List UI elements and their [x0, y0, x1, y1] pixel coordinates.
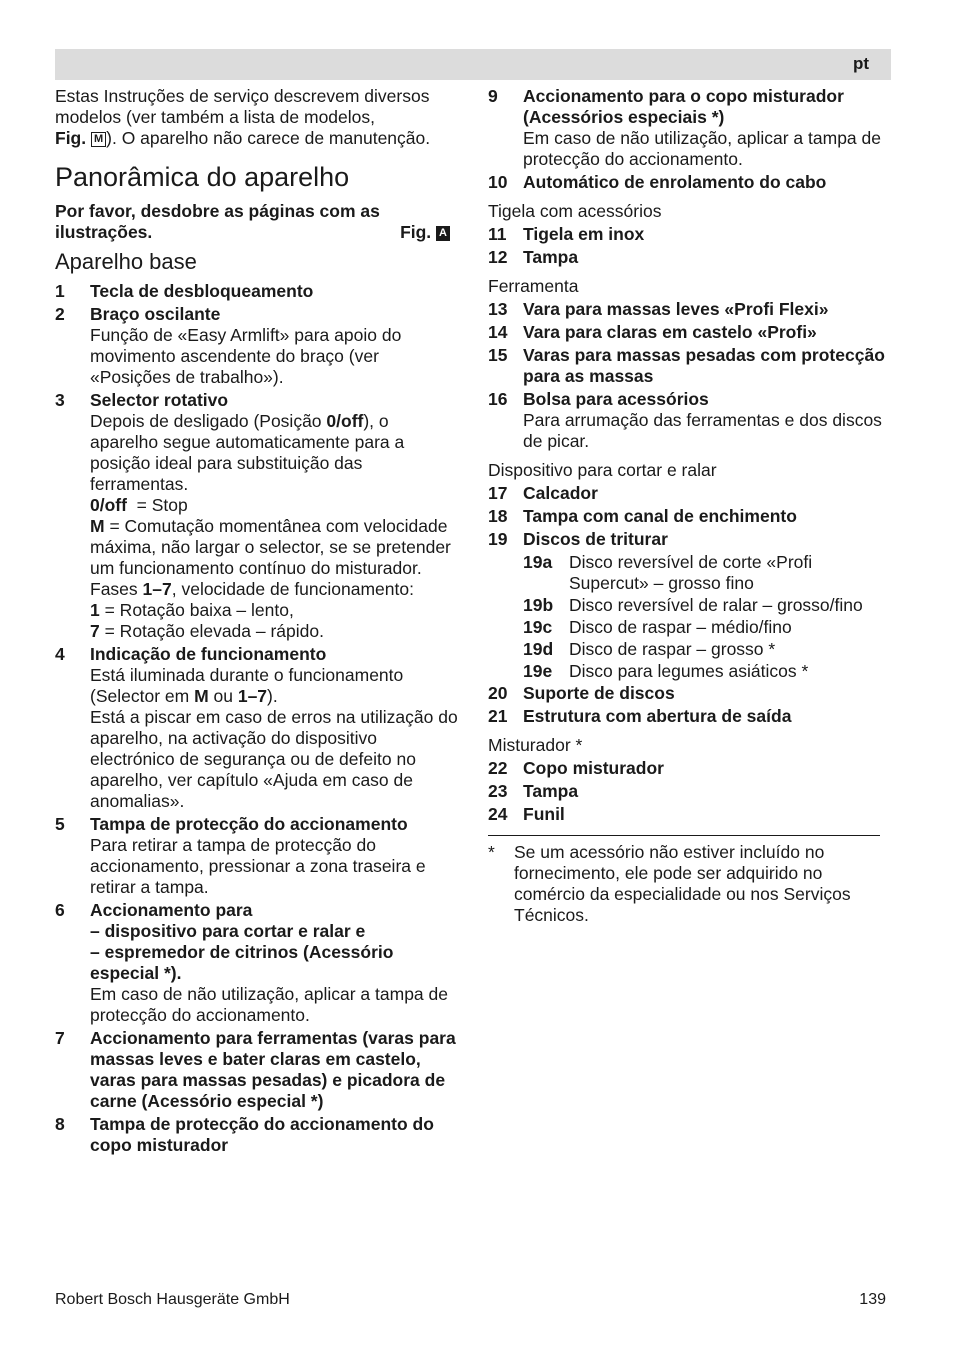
item-description: Em caso de não utilização, aplicar a tampa de protecção do accionamento. [523, 128, 881, 169]
item-label: Tampa [523, 781, 579, 801]
item-description [90, 665, 460, 812]
item-number: 13 [488, 299, 508, 319]
item-number: 10 [488, 172, 508, 192]
list-item [55, 281, 460, 302]
desc-text: = Comutação momentânea com velocidade máxima, não largar o selector, se se pretender um funcionamento contínuo do misturador. [90, 516, 451, 578]
item-label-line: – dispositivo para cortar e ralar e [90, 921, 366, 941]
desc-key: 7 [90, 621, 100, 641]
list-item [488, 483, 888, 504]
sub-list-item [523, 661, 888, 682]
list-item [488, 758, 888, 779]
footnote-divider [488, 835, 880, 836]
sub-list-item [523, 595, 888, 616]
group-heading: Misturador * [488, 735, 583, 755]
item-label: Braço oscilante [90, 304, 221, 324]
right-column [488, 86, 888, 926]
list-item [55, 1028, 460, 1112]
desc-key: 1 [90, 600, 100, 620]
item-label: Funil [523, 804, 565, 824]
item-number: 22 [488, 758, 508, 778]
list-item [488, 86, 888, 170]
unfold-fig-ref [400, 222, 450, 243]
desc-text: ), o aparelho segue automaticamente para a posição ideal para substituição das ferramentas. [90, 411, 405, 494]
item-description [90, 411, 460, 642]
intro-fig-ref: Fig. [55, 128, 87, 148]
list-item [488, 529, 888, 550]
desc-key: 1–7 [237, 686, 268, 706]
list-item [55, 644, 460, 812]
list-item [55, 304, 460, 388]
left-column [55, 86, 460, 1158]
list-item [488, 172, 888, 193]
item-label: Accionamento para ferramentas (varas para massas leves e bater claras em castelo, varas para massas pesadas) e picadora de carne (Acessório especial *) [90, 1028, 456, 1111]
item-label: Accionamento para [90, 900, 253, 920]
intro-text: Estas Instruções de serviço descrevem diversos modelos (ver também a lista de modelos, [55, 86, 430, 127]
item-number: 7 [55, 1028, 65, 1048]
item-label: Selector rotativo [90, 390, 229, 410]
list-item [488, 224, 888, 245]
item-label: Tampa com canal de enchimento [523, 506, 797, 526]
item-label: Estrutura com abertura de saída [523, 706, 792, 726]
list-item [488, 804, 888, 825]
list-item [488, 781, 888, 802]
desc-text: Está a piscar em caso de erros na utilização do aparelho, na activação do dispositivo electrónico de segurança ou de defeito no aparelho, ver capítulo «Ajuda em caso de anomalias». [90, 707, 458, 811]
item-number: 18 [488, 506, 508, 526]
item-label: Copo misturador [523, 758, 664, 778]
desc-key: M [90, 516, 105, 536]
item-number: 1 [55, 281, 65, 301]
item-number: 15 [488, 345, 508, 365]
sub-item-number: 19d [523, 639, 554, 659]
unfold-fig-label: Fig. [400, 222, 432, 242]
item-label: Vara para massas leves «Profi Flexi» [523, 299, 829, 319]
sub-item-text: Disco de raspar – grosso * [569, 639, 776, 659]
desc-text: Depois de desligado (Posição [90, 411, 327, 431]
fig-a-badge: A [436, 226, 450, 241]
desc-text: Fases [90, 579, 143, 599]
item-label: Tampa [523, 247, 579, 267]
footnote-marker: * [488, 842, 495, 862]
item-number: 11 [488, 224, 507, 244]
list-item [488, 322, 888, 343]
desc-text: = Stop [126, 495, 188, 515]
item-label: Automático de enrolamento do cabo [523, 172, 827, 192]
page-title: Panorâmica do aparelho [55, 162, 350, 192]
unfold-note [55, 201, 460, 243]
list-item [55, 390, 460, 642]
item-number: 24 [488, 804, 508, 824]
list-item [488, 506, 888, 527]
item-number: 2 [55, 304, 65, 324]
intro-paragraph [55, 86, 460, 149]
sub-item-text: Disco reversível de ralar – grosso/fino [569, 595, 863, 615]
fig-m-badge: M [91, 132, 106, 147]
item-label: Discos de triturar [523, 529, 668, 549]
item-number: 3 [55, 390, 65, 410]
list-item [488, 247, 888, 268]
company-name: Robert Bosch Hausgeräte GmbH [55, 1291, 290, 1308]
item-description: Função de «Easy Armlift» para apoio do movimento ascendente do braço (ver «Posições de trabalho»). [90, 325, 402, 387]
desc-text: = Rotação baixa – lento, [99, 600, 294, 620]
list-item [488, 389, 888, 452]
page-footer [55, 1291, 886, 1309]
item-number: 9 [488, 86, 498, 106]
section-heading: Aparelho base [55, 249, 197, 274]
item-label: Bolsa para acessórios [523, 389, 709, 409]
desc-key: 0/off [90, 495, 127, 515]
list-item [488, 299, 888, 320]
desc-text: ou [208, 686, 238, 706]
item-label: Vara para claras em castelo «Profi» [523, 322, 817, 342]
item-number: 6 [55, 900, 65, 920]
item-description: Em caso de não utilização, aplicar a tampa de protecção do accionamento. [90, 984, 448, 1025]
desc-text: ). [267, 686, 278, 706]
item-number: 17 [488, 483, 508, 503]
item-label: Varas para massas pesadas com protecção para as massas [523, 345, 885, 386]
item-number: 21 [488, 706, 508, 726]
desc-text: Está iluminada durante o funcionamento (Selector em [90, 665, 404, 706]
item-label: Calcador [523, 483, 598, 503]
page-number: 139 [859, 1291, 886, 1308]
item-label: Tigela em inox [523, 224, 645, 244]
footnote-text: Se um acessório não estiver incluído no fornecimento, ele pode ser adquirido no comércio da especialidade ou nos Serviços Técnicos. [514, 842, 851, 925]
footnote [488, 842, 888, 926]
sub-list-item [523, 552, 888, 594]
item-number: 4 [55, 644, 65, 664]
item-number: 16 [488, 389, 508, 409]
sub-list-item [523, 639, 888, 660]
group-heading: Dispositivo para cortar e ralar [488, 460, 717, 480]
sub-item-number: 19c [523, 617, 553, 637]
sub-item-number: 19e [523, 661, 553, 681]
item-number: 5 [55, 814, 65, 834]
item-label-line: – espremedor de citrinos (Acessório especial *). [90, 942, 394, 983]
sub-item-text: Disco de raspar – médio/fino [569, 617, 792, 637]
desc-text: = Rotação elevada – rápido. [99, 621, 324, 641]
item-label: Suporte de discos [523, 683, 675, 703]
item-label: Indicação de funcionamento [90, 644, 327, 664]
item-label: Accionamento para o copo misturador (Acessórios especiais *) [523, 86, 844, 127]
item-number: 14 [488, 322, 508, 342]
sub-item-number: 19b [523, 595, 554, 615]
item-number: 19 [488, 529, 508, 549]
unfold-note-text: Por favor, desdobre as páginas com as ilustrações. [55, 201, 380, 242]
item-label: Tampa de protecção do accionamento do copo misturador [90, 1114, 434, 1155]
item-number: 23 [488, 781, 508, 801]
list-item [55, 1114, 460, 1156]
list-item [488, 345, 888, 387]
language-label: pt [852, 54, 869, 73]
item-label: Tampa de protecção do accionamento [90, 814, 408, 834]
sub-item-text: Disco reversível de corte «Profi Supercut» – grosso fino [569, 552, 813, 593]
group-heading: Ferramenta [488, 276, 579, 296]
sub-item-text: Disco para legumes asiáticos * [569, 661, 809, 681]
item-number: 8 [55, 1114, 65, 1134]
item-description: Para arrumação das ferramentas e dos discos de picar. [523, 410, 882, 451]
group-heading: Tigela com acessórios [488, 201, 662, 221]
item-description: Para retirar a tampa de protecção do accionamento, pressionar a zona traseira e retirar a tampa. [90, 835, 426, 897]
item-number: 20 [488, 683, 508, 703]
item-label: Tecla de desbloqueamento [90, 281, 314, 301]
sub-item-number: 19a [523, 552, 553, 572]
item-number: 12 [488, 247, 508, 267]
desc-key: 0/off [326, 411, 364, 431]
intro-text-2: ). O aparelho não carece de manutenção. [106, 128, 431, 148]
sub-list-item [523, 617, 888, 638]
desc-key: 1–7 [142, 579, 172, 599]
list-item [488, 706, 888, 727]
header-bar [55, 49, 891, 80]
list-item [488, 683, 888, 704]
list-item [55, 900, 460, 1026]
list-item [55, 814, 460, 898]
desc-text: , velocidade de funcionamento: [171, 579, 414, 599]
desc-key: M [194, 686, 209, 706]
